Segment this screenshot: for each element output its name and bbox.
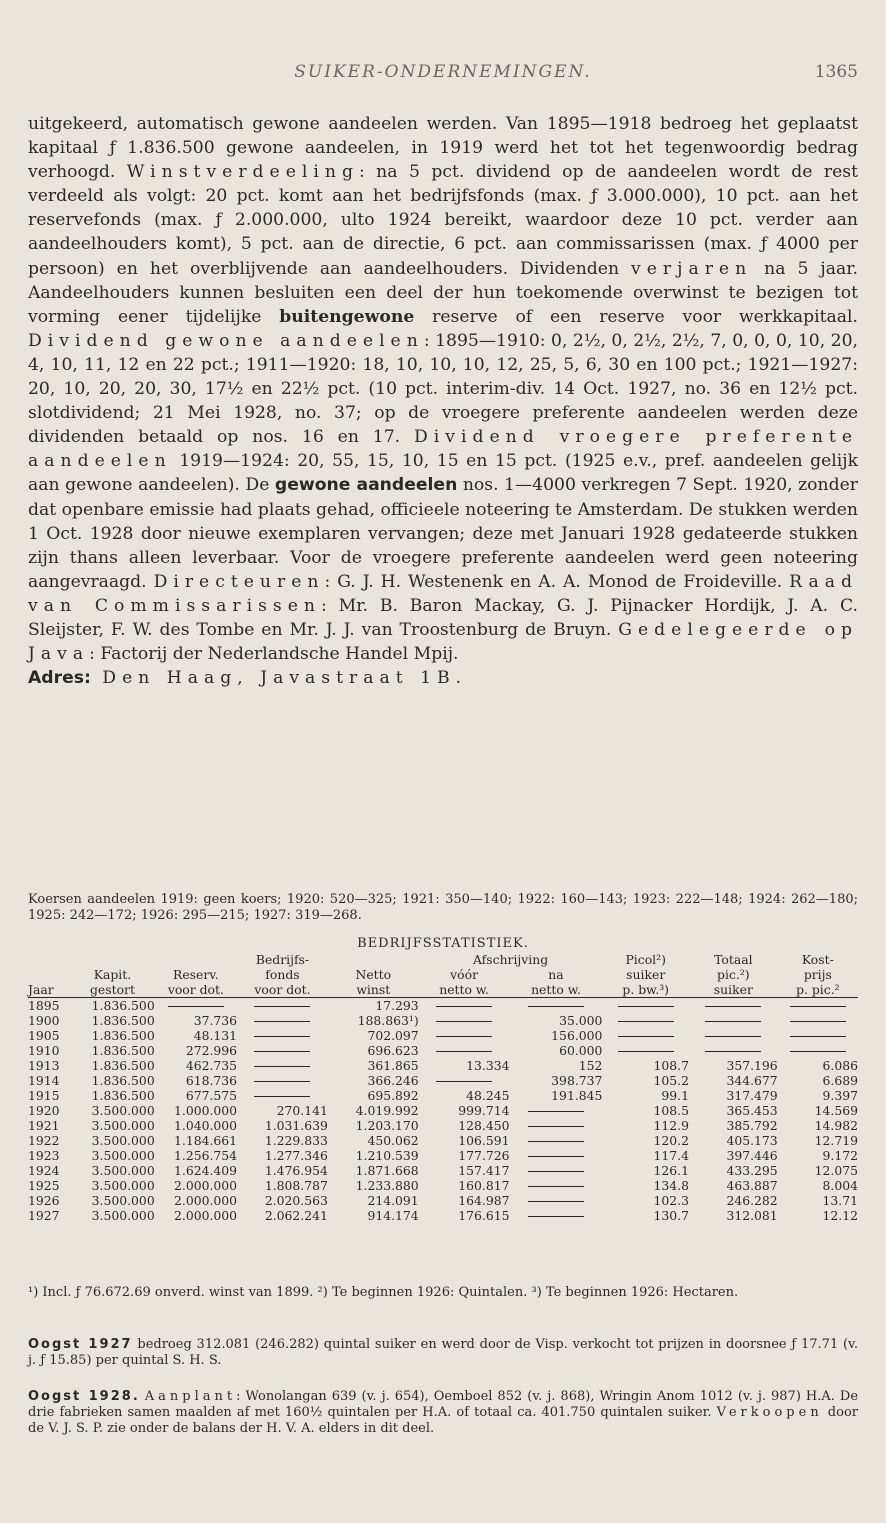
table-cell: 1.229.833 <box>264 1133 328 1148</box>
dash-divider <box>705 1021 761 1022</box>
table-cell: 3.500.000 <box>91 1118 155 1133</box>
table-cell <box>419 998 510 1014</box>
table-cell: 13.71 <box>822 1193 858 1208</box>
dash-divider <box>790 1036 846 1037</box>
page-header <box>28 0 858 82</box>
table-cell: 156.000 <box>551 1028 603 1043</box>
table-cell <box>510 1163 603 1178</box>
dash-divider <box>790 1051 846 1052</box>
adres-label: Adres: <box>28 668 91 689</box>
table-cell: 3.500.000 <box>91 1193 155 1208</box>
text-run: nos. 1—4000 verkregen 7 Sept. 1920, zonder dat openbare emissie had plaats gehad, officieele noteering te Amsterdam. De stukken werden 1 Oct. 1928 door nieuwe exemplaren vervangen; deze met Januari 1928 gedateerde stukken zijn thans alleen leverbaar. Voor de vroegere preferente aandeelen werd geen noteering aangevraagd. <box>28 475 858 592</box>
table-cell: 48.131 <box>193 1028 238 1043</box>
table-cell: 696.623 <box>367 1043 419 1058</box>
heading-directeuren: Directeuren <box>153 571 325 592</box>
table-cell: 1.808.787 <box>264 1178 328 1193</box>
table-cell: 270.141 <box>276 1103 328 1118</box>
table-cell <box>778 998 858 1014</box>
table-cell: 312.081 <box>726 1208 778 1223</box>
table-cell <box>689 1013 778 1028</box>
table-cell: 157.417 <box>458 1163 510 1178</box>
table-cell: 1.836.500 <box>91 1013 155 1028</box>
col-header: p. bw.³) <box>622 982 670 997</box>
year-cell: 1915 <box>28 1088 60 1103</box>
col-header: Jaar <box>28 982 54 997</box>
table-cell: 1.233.880 <box>355 1178 419 1193</box>
year-cell: 1900 <box>28 1013 60 1028</box>
table-cell <box>237 1043 328 1058</box>
table-cell <box>510 1133 603 1148</box>
stats-title: BEDRIJFSSTATISTIEK. <box>357 936 529 951</box>
table-cell: 1.031.639 <box>264 1118 328 1133</box>
table-cell: 1.277.346 <box>264 1148 328 1163</box>
year-cell: 1923 <box>28 1148 60 1163</box>
table-cell: 433.295 <box>726 1163 778 1178</box>
col-header: netto w. <box>531 982 581 997</box>
running-title: SUIKER-ONDERNEMINGEN. <box>294 62 592 82</box>
table-row <box>28 1028 858 1043</box>
col-header: Picol²) <box>625 952 666 967</box>
table-cell: 1.836.500 <box>91 1088 155 1103</box>
table-cell: 9.172 <box>822 1148 858 1163</box>
table-cell: 366.246 <box>367 1073 419 1088</box>
footnote-text: ¹) Incl. ƒ 76.672.69 onverd. winst van 1899. ²) Te beginnen 1926: Quintalen. ³) Te beginnen 1926: Hectaren. <box>28 1285 739 1300</box>
table-cell: 8.004 <box>822 1178 858 1193</box>
table-cell <box>419 1073 510 1088</box>
table-row <box>28 998 858 1014</box>
table-cell: 1.256.754 <box>174 1148 238 1163</box>
table-cell: 164.987 <box>458 1193 510 1208</box>
dash-divider <box>705 1036 761 1037</box>
table-cell: 3.500.000 <box>91 1178 155 1193</box>
dash-divider <box>436 1036 492 1037</box>
table-cell: 12.075 <box>814 1163 858 1178</box>
heading-raad-van-commissarissen: Raad van Commissarissen <box>28 571 858 616</box>
table-cell: 3.500.000 <box>91 1103 155 1118</box>
dash-divider <box>790 1006 846 1007</box>
col-header: Afschrijving <box>472 952 549 967</box>
col-header: vóór <box>450 967 479 982</box>
year-cell: 1920 <box>28 1103 60 1118</box>
table-cell: 702.097 <box>367 1028 419 1043</box>
heading-winstverdeeling: Winstverdeeling <box>126 162 359 183</box>
dash-divider <box>528 1156 584 1157</box>
table-cell <box>237 1073 328 1088</box>
col-header: winst <box>356 982 391 997</box>
dash-divider <box>705 1006 761 1007</box>
text-run: : Wonolangan 639 (v. j. 654), Oemboel 852 (v. j. 868), Wringin Anom 1012 (v. j. 987) H.A. De drie fabrieken samen maalden af met 160½ quintalen per H.A. of totaal ca. 401.750 quintalen suiker. <box>28 1389 859 1420</box>
text-buitengewone: buitengewone <box>279 306 415 327</box>
table-cell <box>778 1043 858 1058</box>
table-cell: 361.865 <box>367 1058 419 1073</box>
heading-verkoopen: Verkoopen <box>716 1405 823 1420</box>
col-header: Reserv. <box>173 967 219 982</box>
oogst-1927 <box>28 1337 858 1369</box>
heading-aanplant: Aanplant <box>144 1389 237 1404</box>
table-cell <box>155 998 237 1014</box>
table-cell: 2.000.000 <box>174 1193 238 1208</box>
table-cell: 17.293 <box>375 998 419 1013</box>
table-row <box>28 1043 858 1058</box>
col-header: Kost- <box>801 952 834 967</box>
heading-verjaren: verjaren <box>631 258 753 279</box>
table-cell: 3.500.000 <box>91 1163 155 1178</box>
dash-divider <box>528 1126 584 1127</box>
col-header: Kapit. <box>93 967 132 982</box>
table-cell <box>419 1043 510 1058</box>
heading-gewone-aandeelen: gewone aandeelen <box>274 475 458 496</box>
col-header: suiker <box>626 967 666 982</box>
table-cell <box>689 1028 778 1043</box>
dash-divider <box>254 1036 310 1037</box>
oogst-1928-text <box>28 1389 858 1437</box>
year-cell: 1905 <box>28 1028 60 1043</box>
col-header: Totaal <box>714 952 753 967</box>
table-cell: 176.615 <box>458 1208 510 1223</box>
year-cell: 1927 <box>28 1208 60 1223</box>
oogst-1928-label: Oogst 1928. <box>28 1389 140 1404</box>
table-row <box>28 1193 858 1208</box>
text-run: 1919—1924: 20, 55, 15, 10, 15 en 15 pct. (1925 e.v., pref. aandeelen gelijk aan gewone aandeelen). De <box>28 451 858 496</box>
main-paragraph <box>28 112 858 690</box>
table-cell <box>510 1148 603 1163</box>
year-cell: 1910 <box>28 1043 60 1058</box>
table-cell: 99.1 <box>661 1088 689 1103</box>
table-row <box>28 1208 858 1223</box>
table-cell: 48.245 <box>466 1088 510 1103</box>
dash-divider <box>528 1111 584 1112</box>
table-cell: 914.174 <box>367 1208 419 1223</box>
table-cell: 398.737 <box>551 1073 603 1088</box>
table-cell <box>602 1043 689 1058</box>
dash-divider <box>436 1006 492 1007</box>
text-run: reserve of een reserve voor werkkapitaal. <box>414 306 859 327</box>
col-header: p. pic.² <box>796 982 840 997</box>
table-cell: 246.282 <box>726 1193 778 1208</box>
col-header: suiker <box>713 982 753 997</box>
table-cell: 117.4 <box>653 1148 689 1163</box>
table-cell <box>237 1013 328 1028</box>
table-cell: 677.575 <box>185 1088 238 1103</box>
table-cell: 152 <box>578 1058 603 1073</box>
table-cell <box>602 1028 689 1043</box>
paragraph-text <box>28 112 858 690</box>
table-cell: 385.792 <box>726 1118 778 1133</box>
table-cell <box>689 998 778 1014</box>
table-cell: 120.2 <box>653 1133 689 1148</box>
dash-divider <box>254 1051 310 1052</box>
table-cell: 2.062.241 <box>264 1208 328 1223</box>
table-cell: 2.000.000 <box>174 1178 238 1193</box>
table-cell: 1.040.000 <box>174 1118 238 1133</box>
col-header: voor dot. <box>167 982 224 997</box>
oogst-1927-text <box>28 1337 858 1369</box>
table-cell: 14.569 <box>814 1103 858 1118</box>
col-header: Bedrijfs- <box>255 952 310 967</box>
table-cell <box>778 1028 858 1043</box>
table-cell: 397.446 <box>726 1148 778 1163</box>
col-header: gestort <box>89 982 135 997</box>
col-header: netto w. <box>439 982 489 997</box>
table-row <box>28 1163 858 1178</box>
year-cell: 1913 <box>28 1058 60 1073</box>
dash-divider <box>528 1186 584 1187</box>
table-cell: 13.334 <box>466 1058 510 1073</box>
table-cell: 102.3 <box>653 1193 689 1208</box>
col-header: Netto <box>355 967 392 982</box>
footnotes <box>28 1285 858 1301</box>
text-run: : Factorij der Nederlandsche Handel Mpij. <box>89 644 459 665</box>
table-cell: 463.887 <box>726 1178 778 1193</box>
table-cell <box>419 1028 510 1043</box>
table-cell: 1.184.661 <box>174 1133 238 1148</box>
table-row <box>28 1133 858 1148</box>
table-row <box>28 1013 858 1028</box>
page <box>28 0 859 1436</box>
table-cell: 272.996 <box>185 1043 238 1058</box>
table-row <box>28 1103 858 1118</box>
table-cell: 6.689 <box>822 1073 858 1088</box>
table-cell: 134.8 <box>653 1178 689 1193</box>
table-cell: 112.9 <box>653 1118 689 1133</box>
table-cell: 405.173 <box>726 1133 778 1148</box>
dash-divider <box>254 1066 310 1067</box>
text-run: bedroeg 312.081 (246.282) quintal suiker en werd door de Visp. verkocht tot prijzen in doorsnee ƒ 17.71 (v. j. ƒ 15.85) per quintal S. H. S. <box>28 1337 858 1368</box>
year-cell: 1895 <box>28 998 60 1013</box>
table-cell <box>602 998 689 1014</box>
table-cell: 317.479 <box>726 1088 778 1103</box>
table-cell <box>510 1118 603 1133</box>
table-cell <box>237 1028 328 1043</box>
dash-divider <box>705 1051 761 1052</box>
text-run: : G. J. H. Westenenk en A. A. Monod de Froideville. <box>324 571 790 592</box>
dash-divider <box>528 1006 584 1007</box>
heading-dividend-preferente: Dividend vroegere preferente aandeelen <box>28 427 858 472</box>
table-cell: 4.019.992 <box>355 1103 419 1118</box>
table-cell: 695.892 <box>367 1088 419 1103</box>
dash-divider <box>254 1096 310 1097</box>
table-row <box>28 1088 858 1103</box>
table-cell: 2.000.000 <box>174 1208 238 1223</box>
adres-value: Den Haag, Javastraat 1B. <box>90 668 468 689</box>
table-cell <box>419 1013 510 1028</box>
dash-divider <box>618 1051 674 1052</box>
table-cell: 191.845 <box>551 1088 603 1103</box>
table-cell: 462.735 <box>185 1058 238 1073</box>
table-cell: 1.836.500 <box>91 1073 155 1088</box>
dash-divider <box>528 1201 584 1202</box>
dash-divider <box>528 1171 584 1172</box>
table-cell: 450.062 <box>367 1133 419 1148</box>
text-run: na 5 jaar. Aandeelhouders kunnen besluiten een deel der hun toekomende overwinst te bezigen tot vorming eener tijdelijke <box>28 258 858 327</box>
table-cell: 3.500.000 <box>91 1208 155 1223</box>
koersen-text: Koersen aandeelen 1919: geen koers; 1920: 520—325; 1921: 350—140; 1922: 160—143; 1923: 222—148; 1924: 262—180; 1925: 242—172; 1926: 295—215; 1927: 319—268. <box>28 892 858 923</box>
table-cell <box>237 1058 328 1073</box>
dash-divider <box>528 1216 584 1217</box>
table-cell <box>689 1043 778 1058</box>
table-cell: 3.500.000 <box>91 1148 155 1163</box>
heading-dividend-gewone: Dividend gewone aandeelen <box>28 330 424 351</box>
dash-divider <box>254 1021 310 1022</box>
table-row <box>28 1178 858 1193</box>
koersen-section <box>28 892 858 924</box>
text-run: uitgekeerd, automatisch gewone aandeelen werden. Van 1895—1918 bedroeg het geplaatst kapitaal ƒ 1.836.500 gewone aandeelen, in 1919 werd het tot het tegenwoordig bedrag verhoogd. <box>28 114 858 183</box>
table-row <box>28 1058 858 1073</box>
table-row <box>28 1148 858 1163</box>
dash-divider <box>168 1006 224 1007</box>
year-cell: 1921 <box>28 1118 60 1133</box>
oogst-1927-label: Oogst 1927 <box>28 1337 133 1352</box>
dash-divider <box>528 1141 584 1142</box>
col-header: prijs <box>803 967 832 982</box>
table-cell: 108.7 <box>653 1058 689 1073</box>
table-cell: 1.000.000 <box>174 1103 238 1118</box>
heading-gedelegeerde: Gedelegeerde op Java <box>28 619 858 665</box>
table-cell: 60.000 <box>559 1043 603 1058</box>
table-cell: 128.450 <box>458 1118 510 1133</box>
stats-table <box>28 952 858 1223</box>
table-row <box>28 1073 858 1088</box>
dash-divider <box>254 1081 310 1082</box>
table-cell: 1.624.409 <box>174 1163 238 1178</box>
table-cell: 37.736 <box>193 1013 238 1028</box>
stats-body <box>28 998 858 1224</box>
table-cell: 188.863¹) <box>357 1013 419 1028</box>
table-cell: 12.12 <box>822 1208 858 1223</box>
table-cell: 999.714 <box>458 1103 510 1118</box>
table-cell: 214.091 <box>367 1193 419 1208</box>
col-header: fonds <box>265 967 300 982</box>
dash-divider <box>436 1021 492 1022</box>
text-run: : na 5 pct. dividend op de aandeelen wordt de rest verdeeld als volgt: 20 pct. komt aan het bedrijfsfonds (max. ƒ 3.000.000), 10 pct. aan het reservefonds (max. ƒ 2.000.000, ulto 1924 bereikt, waardoor deze 10 pct. verder aan aandeelhouders komt), 5 pct. aan de directie, 6 pct. aan commissarissen (max. ƒ 4000 per persoon) en het overblijvende aan aandeelhouders. Dividenden <box>28 162 858 279</box>
col-header: na <box>548 967 564 982</box>
table-cell <box>237 998 328 1014</box>
table-cell: 9.397 <box>822 1088 858 1103</box>
dash-divider <box>618 1036 674 1037</box>
table-cell: 130.7 <box>653 1208 689 1223</box>
text-run: : Mr. B. Baron Mackay, G. J. Pijnacker Hordijk, J. A. C. Sleijster, F. W. des Tombe en Mr. J. J. van Troostenburg de Bruyn. <box>28 595 858 640</box>
dash-divider <box>436 1081 492 1082</box>
table-cell <box>510 1208 603 1223</box>
table-cell: 106.591 <box>458 1133 510 1148</box>
table-cell: 1.203.170 <box>355 1118 419 1133</box>
table-cell: 12.719 <box>814 1133 858 1148</box>
dash-divider <box>436 1051 492 1052</box>
oogst-1928 <box>28 1389 858 1437</box>
table-cell: 160.817 <box>458 1178 510 1193</box>
table-cell <box>602 1013 689 1028</box>
table-cell: 35.000 <box>559 1013 603 1028</box>
table-cell: 1.476.954 <box>264 1163 328 1178</box>
table-cell <box>237 1088 328 1103</box>
text-run: : 1895—1910: 0, 2½, 0, 2½, 2½, 7, 0, 0, 0, 10, 20, 4, 10, 11, 12 en 22 pct.; 1911—1920: 18, 10, 10, 10, 12, 25, 5, 6, 30 en 100 pct.; 1921—1927: 20, 10, 20, 20, 30, 17½ en 22½ pct. (10 pct. interim-div. 14 Oct. 1927, no. 36 en 12½ pct. slotdividend; 21 Mei 1928, no. 37; op de vroegere preferente aandeelen werden deze dividenden betaald op nos. 16 en 17. <box>28 330 859 448</box>
year-cell: 1922 <box>28 1133 60 1148</box>
dash-divider <box>618 1006 674 1007</box>
table-cell: 14.982 <box>814 1118 858 1133</box>
col-header: voor dot. <box>254 982 311 997</box>
table-cell <box>510 1193 603 1208</box>
table-cell: 1.836.500 <box>91 1028 155 1043</box>
table-cell <box>510 1103 603 1118</box>
table-cell: 126.1 <box>653 1163 689 1178</box>
table-cell: 618.736 <box>185 1073 238 1088</box>
dash-divider <box>790 1021 846 1022</box>
dash-divider <box>254 1006 310 1007</box>
table-cell: 1.836.500 <box>91 1058 155 1073</box>
stats-header <box>28 952 858 998</box>
table-cell: 1.871.668 <box>355 1163 419 1178</box>
table-cell <box>510 998 603 1014</box>
table-cell: 3.500.000 <box>91 1133 155 1148</box>
table-cell: 2.020.563 <box>264 1193 328 1208</box>
table-cell <box>510 1178 603 1193</box>
table-cell: 357.196 <box>726 1058 778 1073</box>
table-cell: 105.2 <box>653 1073 689 1088</box>
year-cell: 1926 <box>28 1193 60 1208</box>
table-cell: 365.453 <box>726 1103 778 1118</box>
col-header: pic.²) <box>717 967 750 982</box>
year-cell: 1924 <box>28 1163 60 1178</box>
page-number: 1365 <box>814 62 858 82</box>
table-cell: 1.210.539 <box>355 1148 419 1163</box>
table-cell: 6.086 <box>822 1058 858 1073</box>
table-row <box>28 1118 858 1133</box>
text-run: door de V. J. S. P. zie onder de balans der H. V. A. elders in dit deel. <box>28 1405 859 1436</box>
table-cell: 108.5 <box>653 1103 689 1118</box>
table-cell: 1.836.500 <box>91 998 155 1013</box>
table-cell <box>778 1013 858 1028</box>
table-cell: 177.726 <box>458 1148 510 1163</box>
year-cell: 1914 <box>28 1073 60 1088</box>
table-cell: 1.836.500 <box>91 1043 155 1058</box>
year-cell: 1925 <box>28 1178 60 1193</box>
table-cell: 344.677 <box>726 1073 778 1088</box>
dash-divider <box>618 1021 674 1022</box>
